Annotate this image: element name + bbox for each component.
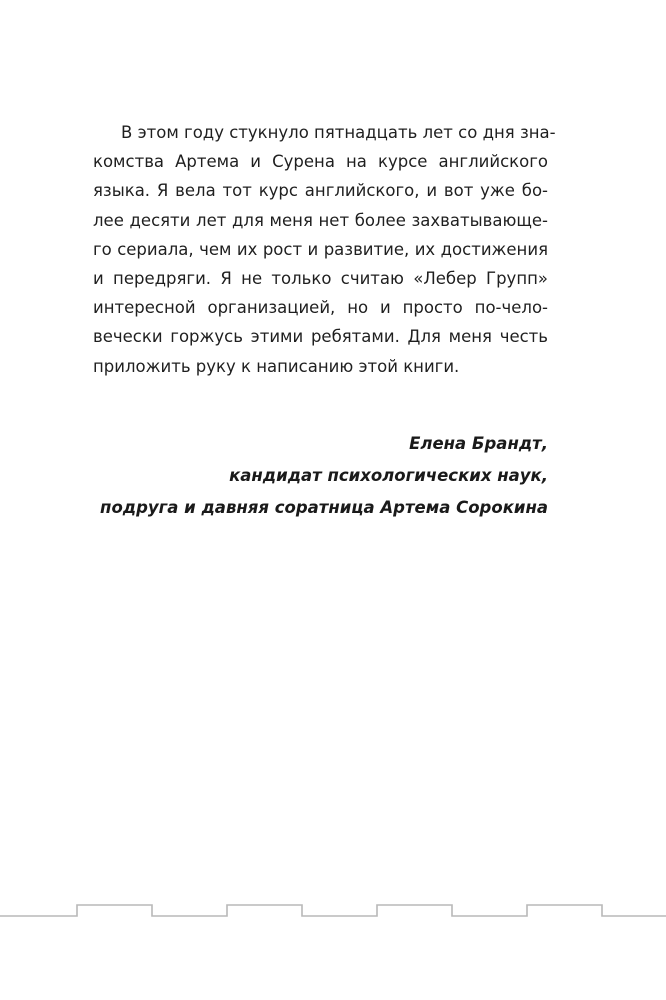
paragraph-line: В этом году стукнуло пятнадцать лет со дня зна- [121, 123, 556, 142]
signature-role: подруга и давняя соратница Артема Сорокина [100, 498, 548, 517]
paragraph-line: вечески горжусь этими ребятами. Для меня честь [93, 327, 548, 347]
footer-ornament [0, 900, 666, 930]
body-paragraph [93, 118, 556, 381]
stepped-border-line [0, 905, 666, 916]
paragraph-line: языка. Я вела тот курс английского, и вот уже бо- [93, 181, 548, 201]
paragraph-line: и передряги. Я не только считаю «Лебер Групп» [93, 268, 548, 288]
signature-name: Елена Брандт, [409, 434, 548, 453]
paragraph-line: приложить руку к написанию этой книги. [93, 356, 460, 376]
paragraph-line: комства Артема и Сурена на курсе английского [93, 152, 548, 172]
paragraph-line: интересной организацией, но и просто по-чело- [93, 298, 548, 318]
paragraph-line: лее десяти лет для меня нет более захватывающе- [93, 210, 548, 230]
signature-title: кандидат психологических наук, [229, 466, 548, 485]
paragraph-line: го сериала, чем их рост и развитие, их достижения [93, 239, 548, 259]
signature-block [100, 428, 548, 524]
